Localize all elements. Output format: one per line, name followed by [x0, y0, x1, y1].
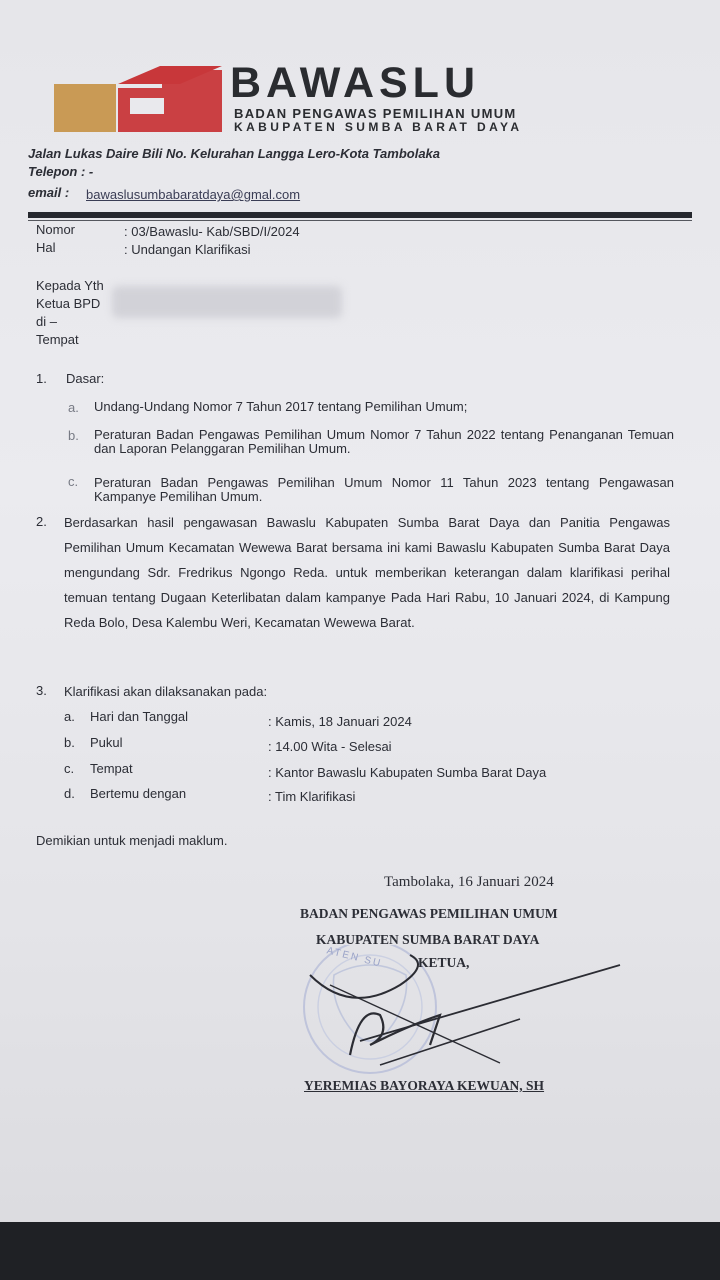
detail-value: : Kamis, 18 Januari 2024: [268, 714, 412, 729]
section-3-title: Klarifikasi akan dilaksanakan pada:: [64, 684, 268, 699]
s1-item-letter: a.: [68, 400, 79, 415]
bawaslu-logo-icon: [52, 62, 224, 138]
s1-item-text: Peraturan Badan Pengawas Pemilihan Umum Nomor 11 Tahun 2023 tentang Pengawasan Kampanye Pemilihan Umum.: [94, 475, 674, 504]
recipient-line-3: di –: [36, 314, 57, 329]
signer-title: KETUA,: [418, 955, 470, 970]
stamp-text: ATEN SU: [325, 945, 384, 970]
email-label: email :: [28, 185, 70, 200]
s1-item-text: Peraturan Badan Pengawas Pemilihan Umum Nomor 7 Tahun 2022 tentang Penanganan Temuan dan Laporan Pelanggaran Pemilihan Umum.: [94, 427, 674, 456]
hal-label: Hal: [36, 240, 56, 255]
closing-sentence: Demikian untuk menjadi maklum.: [36, 833, 228, 848]
nomor-value: : 03/Bawaslu- Kab/SBD/I/2024: [124, 224, 300, 239]
detail-label: Bertemu dengan: [90, 786, 187, 801]
phone-line: Telepon : -: [28, 164, 94, 179]
detail-letter: d.: [64, 786, 75, 801]
section-2-text: Berdasarkan hasil pengawasan Bawaslu Kabupaten Sumba Barat Daya dan Panitia Pengawas Pemilihan Umum Kecamatan Wewewa Barat bersama ini kami Bawaslu Kabupaten Sumba Barat Daya mengundang Sdr. Fredrikus Ngongo Reda. untuk memberikan keterangan dalam klarifikasi perihal temuan tentang Dugaan Keterlibatan dalam kampanye Pada Hari Rabu, 10 Januari 2024, di Kampung Reda Bolo, Desa Kalembu Weri, Kecamatan Wewewa Barat.: [64, 515, 670, 630]
background-strip: [0, 1222, 720, 1280]
section-3-number: 3.: [36, 683, 47, 698]
detail-label: Hari dan Tanggal: [90, 709, 189, 724]
detail-value: : Tim Klarifikasi: [268, 789, 356, 804]
brand-name: BAWASLU: [230, 59, 480, 107]
detail-label: Tempat: [90, 761, 133, 776]
s1-item-letter: c.: [68, 474, 79, 489]
nomor-label: Nomor: [36, 222, 76, 237]
org-line-1: BADAN PENGAWAS PEMILIHAN UMUM: [300, 906, 558, 921]
header-divider-thin: [28, 220, 692, 221]
org-line-2: KABUPATEN SUMBA BARAT DAYA: [316, 932, 540, 947]
address-line: Jalan Lukas Daire Bili No. Kelurahan Langga Lero-Kota Tambolaka: [28, 146, 441, 161]
email-link[interactable]: bawaslusumbabaratdaya@gmal.com: [86, 187, 301, 202]
header-divider: [28, 212, 692, 218]
recipient-line-2: Ketua BPD: [36, 296, 101, 311]
brand-subtitle-2: KABUPATEN SUMBA BARAT DAYA: [234, 120, 523, 134]
stamp-and-signature-icon: [290, 945, 650, 1085]
redacted-block: [112, 286, 342, 318]
s1-item-letter: b.: [68, 428, 79, 443]
section-2-number: 2.: [36, 514, 47, 529]
s1-item-text: Undang-Undang Nomor 7 Tahun 2017 tentang Pemilihan Umum;: [94, 399, 468, 414]
detail-letter: b.: [64, 735, 75, 750]
place-date: Tambolaka, 16 Januari 2024: [384, 874, 554, 890]
detail-value: : Kantor Bawaslu Kabupaten Sumba Barat Daya: [268, 765, 547, 780]
detail-letter: c.: [64, 761, 75, 776]
recipient-line-4: Tempat: [36, 332, 79, 347]
brand-subtitle-1: BADAN PENGAWAS PEMILIHAN UMUM: [234, 106, 517, 121]
signer-name: YEREMIAS BAYORAYA KEWUAN, SH: [304, 1078, 545, 1093]
detail-value: : 14.00 Wita - Selesai: [268, 739, 392, 754]
recipient-line-1: Kepada Yth: [36, 278, 104, 293]
hal-value: : Undangan Klarifikasi: [124, 242, 251, 257]
section-1-number: 1.: [36, 371, 47, 386]
section-1-title: Dasar:: [66, 371, 105, 386]
detail-letter: a.: [64, 709, 75, 724]
detail-label: Pukul: [90, 735, 123, 750]
